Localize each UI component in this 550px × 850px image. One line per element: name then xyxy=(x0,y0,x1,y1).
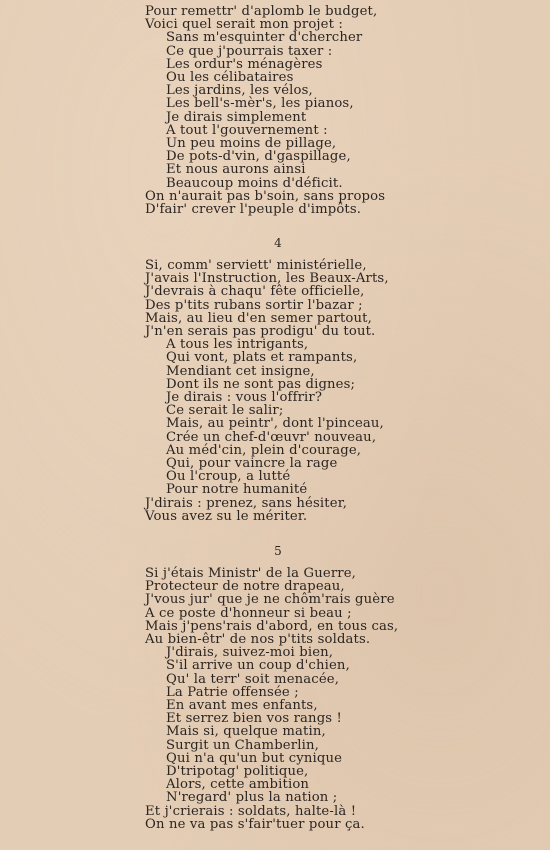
verse-line: Alors, cette ambition xyxy=(166,777,310,793)
stanza-4 xyxy=(0,259,550,523)
verse-line: Je dirais : vous l'offrir? xyxy=(166,390,323,406)
verse-line: Au méd'cin, plein d'courage, xyxy=(166,442,362,458)
verse-line: Dont ils ne sont pas dignes; xyxy=(166,376,356,392)
stanza-number-5: 5 xyxy=(274,544,282,558)
stanza-5 xyxy=(0,567,550,831)
verse-line: Mendiant cet insigne, xyxy=(166,363,315,379)
verse-line: Si, comm' serviett' ministérielle, xyxy=(145,258,367,273)
verse-line: Et j'crierais : soldats, halte-là ! xyxy=(145,803,357,819)
verse-line: J'devrais à chaqu' fête officielle, xyxy=(145,284,365,300)
verse-line: Ce que j'pourrais taxer : xyxy=(166,43,333,59)
verse-line: J'dirais : prenez, sans hésiter, xyxy=(145,495,348,511)
verse-line: J'vous jur' que je ne chôm'rais guère xyxy=(145,592,395,608)
verse-line: La Patrie offensée ; xyxy=(166,684,299,700)
verse-line: Si j'étais Ministr' de la Guerre, xyxy=(145,566,357,581)
verse-line: Un peu moins de pillage, xyxy=(166,136,337,152)
verse-line: Voici quel serait mon projet : xyxy=(145,17,344,33)
verse-line: Qui n'a qu'un but cynique xyxy=(166,750,343,766)
verse-line: Beaucoup moins d'déficit. xyxy=(166,175,343,191)
verse-line: Au bien-êtr' de nos p'tits soldats. xyxy=(145,632,371,648)
stanza-3-continuation xyxy=(0,5,550,216)
verse-line: Qu' la terr' soit menacée, xyxy=(166,671,340,687)
verse-line: Mais si, quelque matin, xyxy=(166,724,326,740)
verse-line: A tous les intrigants, xyxy=(166,337,309,353)
verse-line: Et serrez bien vos rangs ! xyxy=(166,711,343,727)
verse-line: Vous avez su le mériter. xyxy=(145,508,308,524)
verse-line: Ou les célibataires xyxy=(166,70,294,86)
verse-line: Qui vont, plats et rampants, xyxy=(166,350,358,366)
verse-line: Mais j'pens'rais d'abord, en tous cas, xyxy=(145,618,399,634)
verse-line: J'dirais, suivez-moi bien, xyxy=(166,645,334,661)
verse-line: S'il arrive un coup d'chien, xyxy=(166,658,350,674)
verse-line: Ou l'croup, a lutté xyxy=(166,469,291,485)
verse-line: J'n'en serais pas prodigu' du tout. xyxy=(145,324,376,340)
verse-line: On ne va pas s'fair'tuer pour ça. xyxy=(145,816,365,832)
verse-line: Mais, au lieu d'en semer partout, xyxy=(145,310,372,326)
verse-line: Les bell's-mèr's, les pianos, xyxy=(166,96,354,112)
verse-line: Les jardins, les vélos, xyxy=(166,83,313,99)
verse-line: Protecteur de notre drapeau, xyxy=(145,579,345,595)
verse-line: Les ordur's ménagères xyxy=(166,56,323,72)
verse-line: A ce poste d'honneur si beau ; xyxy=(145,605,352,621)
verse-line: Pour notre humanité xyxy=(166,482,308,498)
verse-line: Ce serait le salir; xyxy=(166,403,284,419)
verse-line: En avant mes enfants, xyxy=(166,698,318,714)
stanza-number-4: 4 xyxy=(274,236,282,250)
verse-line: Qui, pour vaincre la rage xyxy=(166,456,338,472)
verse-line: Sans m'esquinter d'chercher xyxy=(166,30,363,46)
verse-line: Mais, au peintr', dont l'pinceau, xyxy=(166,416,384,432)
verse-line: Et nous aurons ainsi xyxy=(166,162,306,178)
verse-line: D'fair' crever l'peuple d'impôts. xyxy=(145,202,362,218)
verse-line: Crée un chef-d'œuvr' nouveau, xyxy=(166,429,377,445)
verse-line: Des p'tits rubans sortir l'bazar ; xyxy=(145,297,363,313)
verse-line: On n'aurait pas b'soin, sans propos xyxy=(145,188,386,204)
verse-line: A tout l'gouvernement : xyxy=(166,122,328,138)
verse-line: N'regard' plus la nation ; xyxy=(166,790,338,806)
verse-line: Je dirais simplement xyxy=(166,109,307,125)
verse-line: D'tripotag' politique, xyxy=(166,764,309,780)
verse-line: Surgit un Chamberlin, xyxy=(166,737,319,753)
verse-line: Pour remettr' d'aplomb le budget, xyxy=(145,4,378,19)
verse-line: De pots-d'vin, d'gaspillage, xyxy=(166,149,351,165)
verse-line: J'avais l'Instruction, les Beaux-Arts, xyxy=(145,271,389,287)
